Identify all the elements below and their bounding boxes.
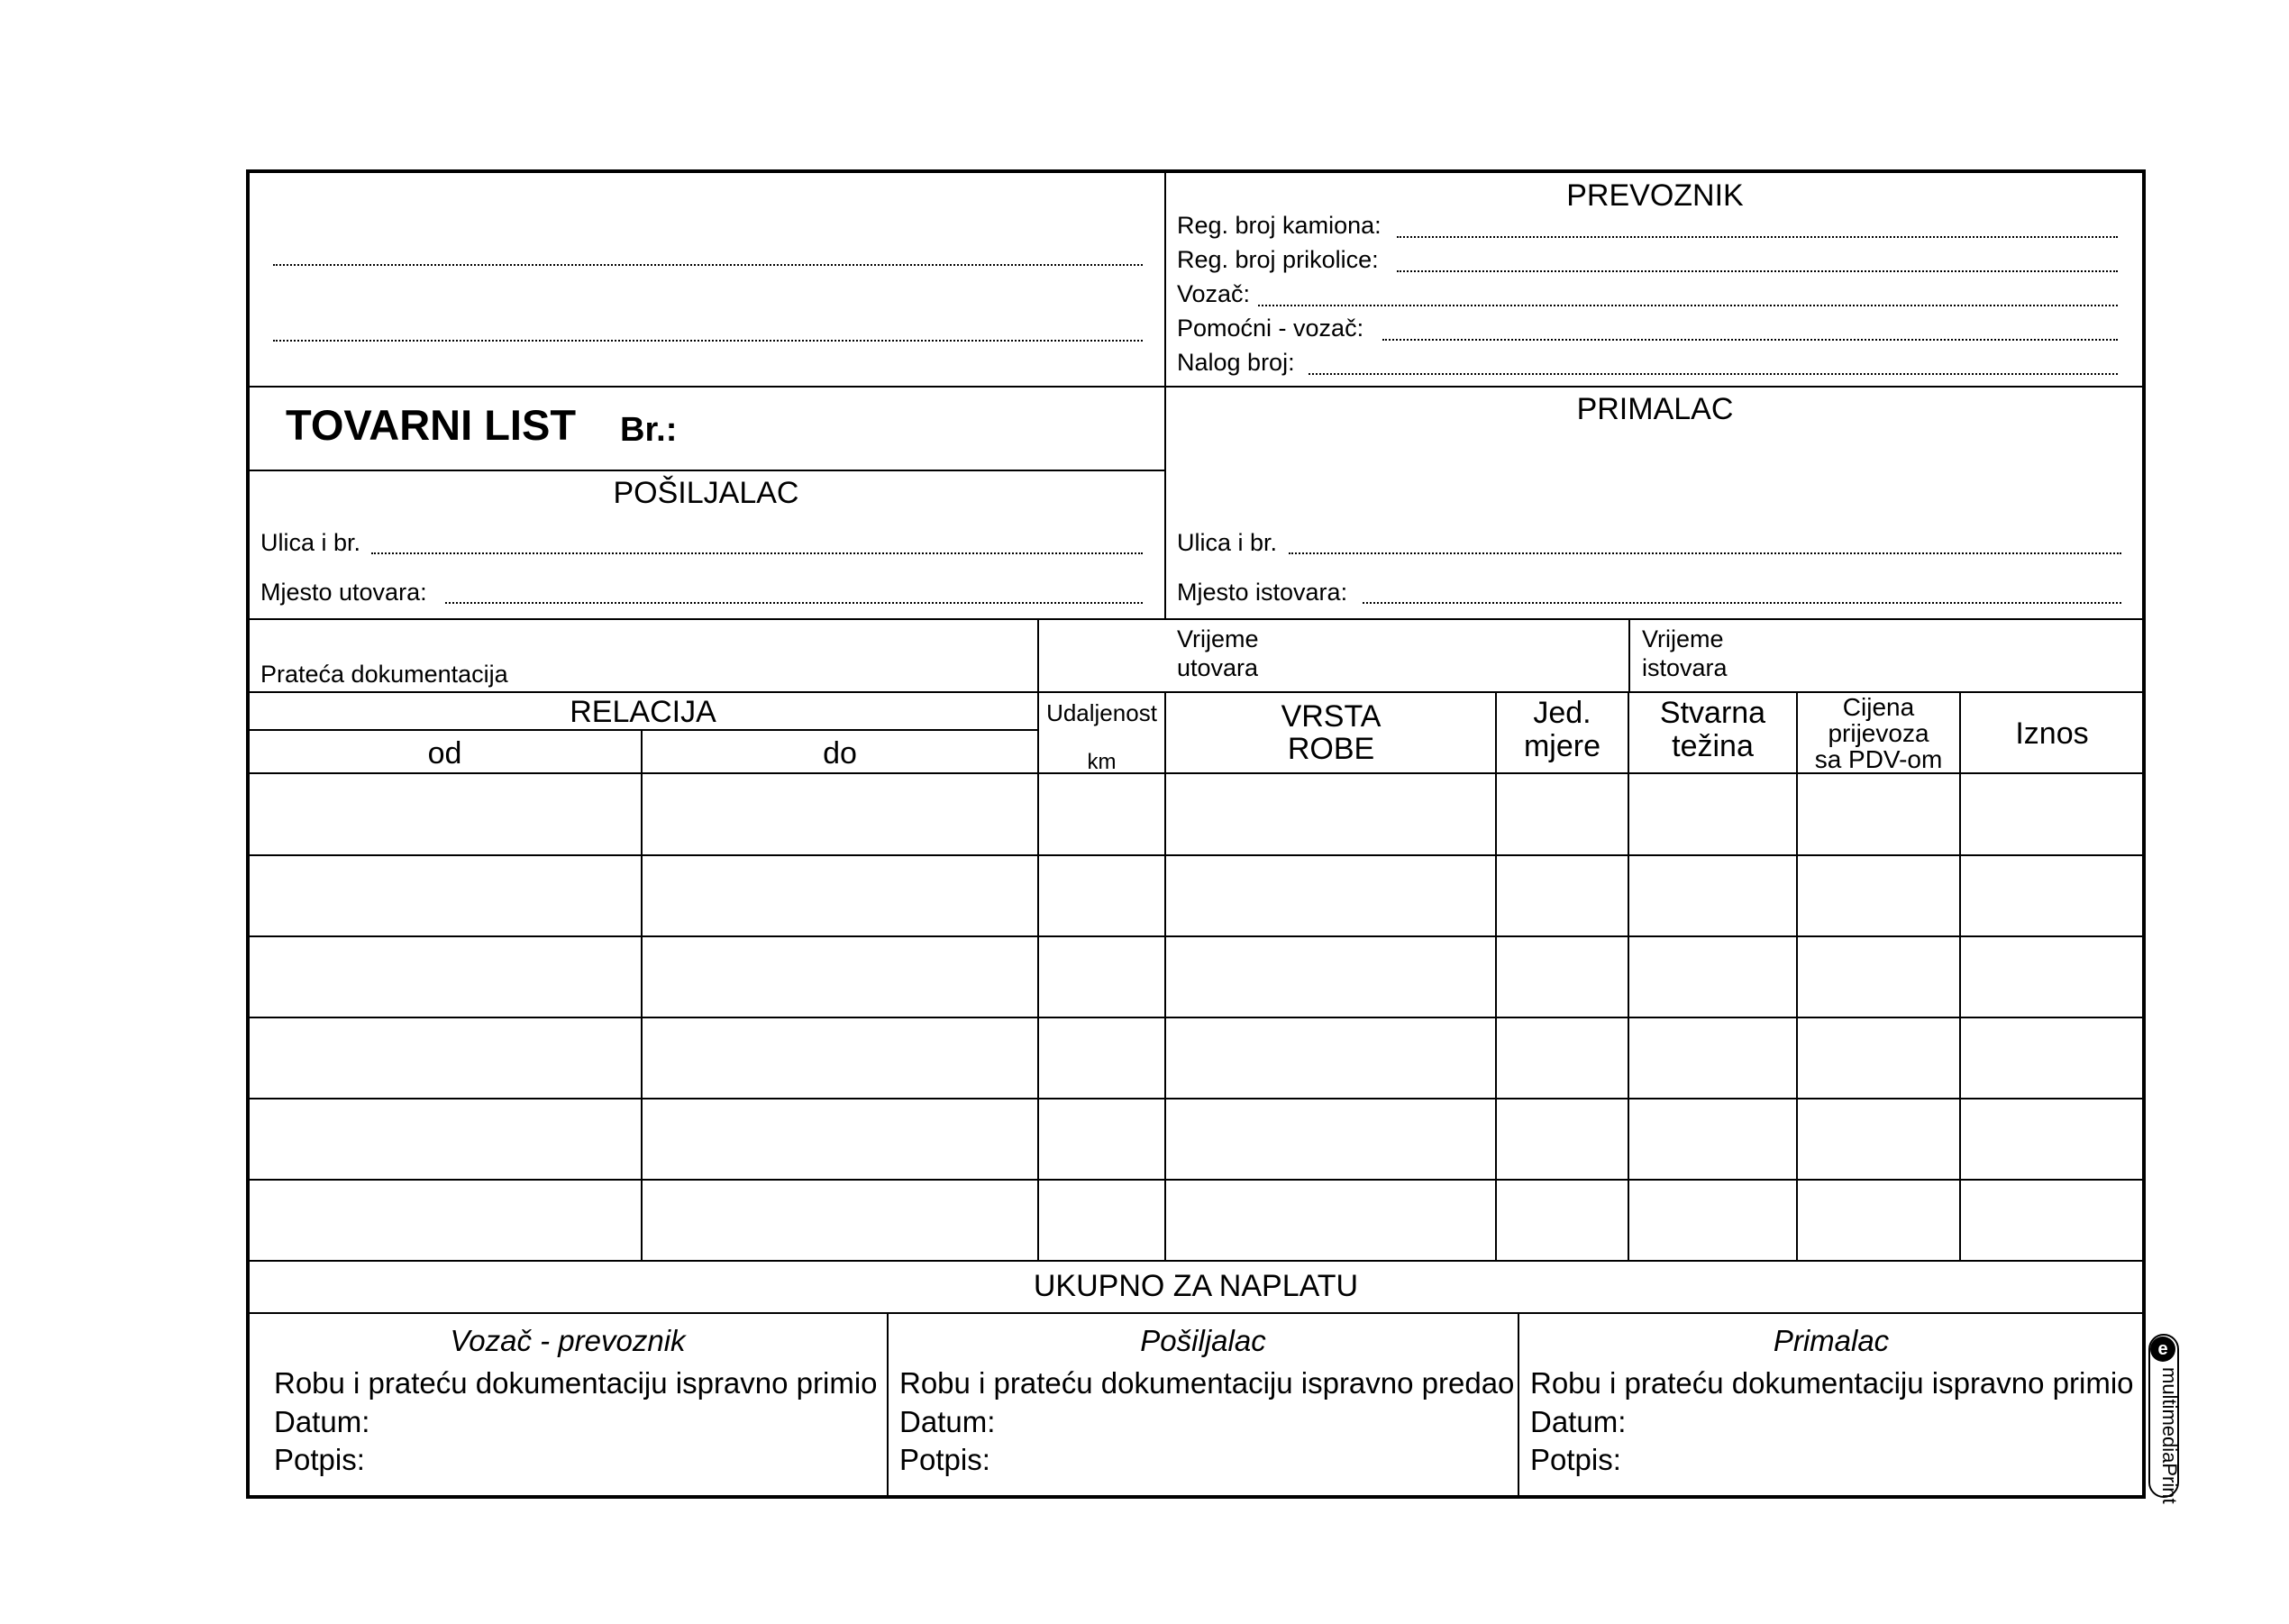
divider [1495,691,1497,1262]
divider [248,729,1038,731]
total-payable-label: UKUPNO ZA NAPLATU [1033,1269,1359,1303]
loading-time-label-1: Vrijeme [1177,625,1259,652]
carrier-section-title: PREVOZNIK [1566,178,1744,213]
unloading-time-label-1: Vrijeme [1642,625,1724,652]
unit-header-2: mjere [1523,729,1601,763]
unloading-place-label: Mjesto istovara: [1177,579,1348,606]
divider [1959,691,1961,1262]
divider [641,729,643,1262]
divider [248,1260,2144,1262]
table-row[interactable] [248,935,2144,937]
sender-signature-title: Pošiljalac [1140,1324,1266,1357]
assistant-driver-label: Pomoćni - vozač: [1177,315,1364,342]
recipient-signature-sign[interactable]: Potpis: [1530,1443,1621,1476]
trailer-reg-label: Reg. broj prikolice: [1177,246,1379,273]
loading-place-label: Mjesto utovara: [260,579,427,606]
document-number-label: Br.: [620,411,678,449]
route-header: RELACIJA [570,695,716,729]
document-title: TOVARNI LIST [286,401,577,449]
distance-header: Udaljenost [1046,699,1157,726]
table-row[interactable] [248,1098,2144,1099]
driver-signature-title: Vozač - prevoznik [450,1324,686,1357]
trailer-reg-field[interactable] [1397,270,2118,272]
driver-signature-statement: Robu i prateću dokumentaciju ispravno primio [274,1366,878,1400]
unloading-time-label-2: istovara [1642,654,1728,681]
recipient-signature-statement: Robu i prateću dokumentaciju ispravno primio [1530,1366,2134,1400]
transport-price-header-3: sa PDV-om [1814,745,1943,773]
table-row[interactable] [248,1017,2144,1018]
unloading-place-field[interactable] [1363,602,2121,604]
divider [248,618,2144,620]
divider [1628,618,1630,692]
recipient-signature-title: Primalac [1773,1324,1890,1357]
route-to-header: do [823,736,857,771]
divider [1628,691,1629,1262]
transport-price-header-2: prijevoza [1828,719,1929,747]
table-row[interactable] [248,1179,2144,1181]
actual-weight-header-1: Stvarna [1659,696,1766,730]
distance-unit-header: km [1087,750,1117,774]
divider [248,470,1165,471]
goods-type-header-1: VRSTA [1281,699,1382,734]
truck-reg-field[interactable] [1397,236,2118,238]
sender-blank-line-2[interactable] [273,340,1143,342]
truck-reg-label: Reg. broj kamiona: [1177,212,1382,239]
brand-name: multimediaPrint [2158,1367,2181,1504]
assistant-driver-field[interactable] [1382,339,2118,341]
sender-signature-sign[interactable]: Potpis: [899,1443,990,1476]
sender-blank-line-1[interactable] [273,264,1143,266]
order-number-field[interactable] [1309,373,2118,375]
loading-time-label-2: utovara [1177,654,1259,681]
driver-label: Vozač: [1177,280,1251,307]
route-from-header: od [427,736,462,771]
loading-place-field[interactable] [445,602,1143,604]
recipient-street-label: Ulica i br. [1177,529,1278,556]
driver-signature-date[interactable]: Datum: [274,1405,370,1438]
recipient-street-field[interactable] [1289,552,2121,554]
recipient-section-title: PRIMALAC [1576,392,1734,426]
sender-signature-date[interactable]: Datum: [899,1405,996,1438]
driver-signature-sign[interactable]: Potpis: [274,1443,365,1476]
amount-header: Iznos [2015,716,2089,751]
divider [1164,691,1166,1262]
unit-header-1: Jed. [1533,696,1591,730]
divider [248,1312,2144,1314]
order-number-label: Nalog broj: [1177,349,1295,376]
divider [248,772,2144,774]
transport-price-header-1: Cijena [1842,693,1915,721]
table-row[interactable] [248,854,2144,856]
sender-street-field[interactable] [371,552,1143,554]
divider [1796,691,1798,1262]
accompanying-docs-label: Prateća dokumentacija [260,661,508,688]
driver-field[interactable] [1258,305,2118,306]
goods-type-header-2: ROBE [1287,732,1375,766]
actual-weight-header-2: težina [1672,729,1754,763]
recipient-signature-date[interactable]: Datum: [1530,1405,1627,1438]
divider [248,386,2144,388]
multimediaprint-logo-icon: e [2150,1337,2175,1362]
sender-section-title: POŠILJALAC [613,476,799,510]
sender-signature-statement: Robu i prateću dokumentaciju ispravno predao [899,1366,1515,1400]
sender-street-label: Ulica i br. [260,529,361,556]
